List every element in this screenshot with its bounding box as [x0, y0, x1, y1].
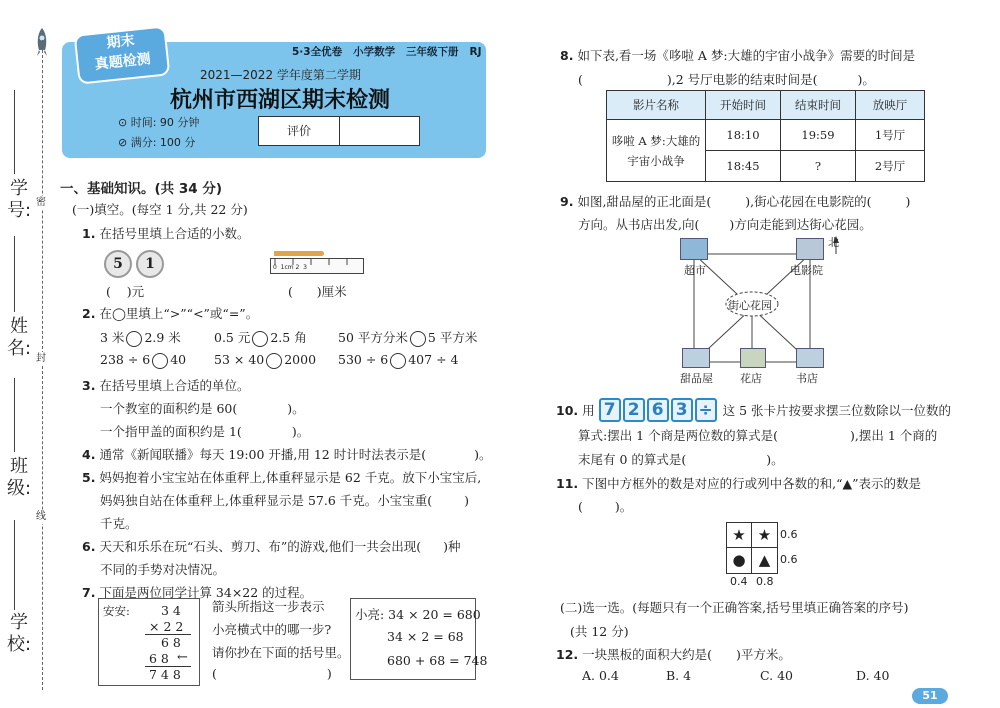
q1: [82, 224, 249, 242]
dash-mark-xian: 线: [36, 511, 46, 522]
cinema-icon: [796, 238, 824, 260]
class-label: 班级:: [6, 456, 32, 499]
series-name: 5·3全优卷: [292, 46, 343, 58]
q5-line-3: 千克。: [100, 516, 138, 531]
q2-expr: 3 米: [100, 330, 125, 345]
q9-line-2: [578, 215, 872, 233]
circle-icon: ●: [727, 548, 752, 573]
compare-circle[interactable]: [126, 331, 142, 347]
badge-line-2: 真题检测: [94, 51, 152, 73]
q4: [82, 445, 492, 463]
arrow-left-icon: ←: [177, 650, 188, 665]
compare-circle[interactable]: [266, 353, 282, 369]
q1-text: 在括号里填上合适的小数。: [99, 226, 250, 241]
q7-text: 下面是两位同学计算 34×22 的过程。: [99, 585, 313, 600]
grade: 三年级下册: [406, 46, 459, 58]
q11-line-1: 下图中方框外的数是对应的行或列中各数的和,“▲”表示的数是: [582, 476, 922, 491]
q8-line-1: 如下表,看一场《哆啦 A 梦:大雄的宇宙小战争》需要的时间是: [577, 48, 916, 63]
section-1-title: 一、基础知识。(共 34 分): [60, 181, 223, 197]
xiaoliang-calc-box: [350, 598, 488, 680]
subject: 小学数学: [353, 46, 396, 58]
number-card: 2: [623, 398, 645, 422]
q2-row-2: [100, 352, 186, 369]
subsection-2-title: (二)选一选。(每题只有一个正确答案,括号里填正确答案的序号): [560, 600, 909, 615]
table-cell: 18:45: [706, 151, 781, 182]
q3-line-1-text: 一个教室的面积约是 60(: [100, 401, 238, 416]
q2-row-2b: [214, 352, 316, 369]
q10-line-2: [578, 426, 937, 444]
calc-row: 7 4 8: [149, 667, 181, 682]
q7-desc-3: 请你抄在下面的括号里。: [212, 645, 350, 660]
supermarket-label: 超市: [684, 264, 706, 277]
q3-end-2: )。: [291, 424, 310, 439]
north-label: 北: [828, 236, 839, 249]
q3: [82, 376, 249, 394]
compare-circle[interactable]: [252, 331, 268, 347]
q3-number: 3.: [82, 378, 96, 393]
q3-line-1: [100, 399, 305, 417]
q2-text: 在◯里填上“>”“<”或“=”。: [99, 306, 259, 321]
compare-circle[interactable]: [152, 353, 168, 369]
pencil-icon: [274, 251, 324, 256]
exam-time-text: 时间: 90 分钟: [130, 116, 200, 129]
q2-expr: 2.5 角: [270, 330, 307, 345]
q10: [556, 398, 951, 422]
q8-line-2: [578, 70, 875, 88]
q4-text: 通常《新闻联播》每天 19:00 开播,用 12 时计时法表示是(: [99, 447, 427, 462]
school-label: 学校:: [6, 612, 32, 655]
q3-text: 在括号里填上合适的单位。: [99, 378, 250, 393]
q10-line-3: [578, 450, 784, 468]
table-header: 结束时间: [781, 91, 856, 120]
q5-end: ): [464, 493, 470, 508]
anan-label: 安安:: [103, 604, 130, 618]
cinema-label: 电影院: [790, 264, 823, 277]
q12-option-d[interactable]: D. 40: [856, 668, 890, 683]
q5-line-2: [100, 491, 469, 509]
q2-expr: 530 ÷ 6: [338, 352, 389, 367]
name-line: [14, 236, 15, 312]
q8-paren: (: [578, 72, 583, 87]
q2-expr: 0.5 元: [214, 330, 251, 345]
table-header: 影片名称: [607, 91, 706, 120]
q10-number: 10.: [556, 403, 579, 418]
symbol-grid: [726, 522, 778, 574]
q2-number: 2.: [82, 306, 96, 321]
series-info: [292, 44, 482, 59]
q11-number: 11.: [556, 476, 579, 491]
star-icon: ★: [727, 523, 752, 548]
star-icon: ★: [752, 523, 777, 548]
bookstore-icon: [796, 348, 824, 368]
q2-row-1c: [338, 328, 477, 347]
xiaoliang-row: 小亮: 34 × 20 = 680: [355, 607, 481, 622]
number-card: 7: [599, 398, 621, 422]
q3-line-2-text: 一个指甲盖的面积约是 1(: [100, 424, 242, 439]
q9-line-1a: 如图,甜品屋的正北面是(: [577, 194, 712, 209]
student-id-label: 学号:: [6, 178, 32, 221]
table-cell: 2号厅: [856, 151, 925, 182]
q2-row-1b: [214, 328, 307, 347]
q4-number: 4.: [82, 447, 96, 462]
q11: [556, 474, 921, 492]
q10-pre: 用: [582, 403, 595, 418]
q8-line-2-end: )。: [857, 72, 875, 87]
q6: [82, 537, 460, 555]
q9-line-2a: 方向。从书店出发,向(: [578, 217, 700, 232]
q6-line-2: 不同的手势对决情况。: [100, 562, 226, 577]
dessert-label: 甜品屋: [680, 372, 713, 385]
table-header: 放映厅: [856, 91, 925, 120]
q11-paren: (: [578, 499, 583, 514]
exam-score: [118, 134, 195, 150]
q5-line-1: 妈妈抱着小宝宝站在体重秤上,体重秤显示是 62 千克。放下小宝宝后,: [99, 470, 482, 485]
q7-answer[interactable]: [212, 666, 332, 681]
q6-line-1: 天天和乐乐在玩“石头、剪刀、布”的游戏,他们一共会出现(: [99, 539, 422, 554]
movie-table: [606, 90, 925, 182]
film-name-line-2: 宇宙小战争: [627, 153, 685, 168]
table-header: 开始时间: [706, 91, 781, 120]
q11-end: )。: [614, 499, 633, 514]
ruler-ticks: 0 1cm 2 3: [273, 264, 307, 271]
flower-shop-icon: [740, 348, 766, 368]
q1-number: 1.: [82, 226, 96, 241]
q9-line-1b: ),街心花园在电影院的(: [745, 194, 872, 209]
q12-option-a[interactable]: A. 0.4: [582, 668, 619, 683]
bookstore-label: 书店: [796, 372, 818, 385]
q10-line-3b: )。: [766, 452, 784, 467]
name-label: 姓名:: [6, 316, 32, 359]
evaluation-box: [258, 116, 420, 146]
page-number: 51: [912, 688, 948, 704]
table-row: [607, 120, 925, 151]
town-map: [676, 234, 846, 386]
subsection-2-score: (共 12 分): [570, 624, 629, 639]
q12-text: 一块黑板的面积大约是(: [582, 647, 713, 662]
q7-desc-2: 小亮横式中的哪一步?: [212, 622, 332, 637]
q10-line-3a: 末尾有 0 的算式是(: [578, 452, 687, 467]
compare-circle[interactable]: [390, 353, 406, 369]
xiaoliang-row: 680 + 68 = 748: [387, 653, 488, 668]
exam-score-text: 满分: 100 分: [130, 136, 196, 149]
anan-calc-box: [98, 598, 200, 686]
q1-answer-2[interactable]: ( )厘米: [288, 284, 347, 299]
q7-paren-open: (: [212, 666, 217, 681]
q5-line-2-text: 妈妈独自站在体重秤上,体重秤显示是 57.6 千克。小宝宝重(: [100, 493, 433, 508]
q9: [560, 192, 910, 210]
q1-answer-1[interactable]: ( )元: [106, 284, 145, 299]
q2-row-1: [100, 328, 181, 347]
q2-expr: 2.9 米: [144, 330, 181, 345]
table-cell: ?: [781, 151, 856, 182]
dessert-shop-icon: [682, 348, 710, 368]
q2-expr: 50 平方分米: [338, 330, 408, 345]
garden-label: 街心花园: [728, 299, 772, 312]
q9-line-1c: ): [905, 194, 911, 209]
calc-row: 6 8: [149, 651, 169, 666]
calc-row: × 2 2: [149, 619, 184, 634]
evaluation-label: 评价: [259, 117, 340, 145]
page-title: 杭州市西湖区期末检测: [170, 88, 391, 113]
q6-end: )种: [443, 539, 461, 554]
ruler-icon: [270, 258, 364, 274]
table-cell: 19:59: [781, 120, 856, 151]
q5: [82, 468, 481, 486]
q7-desc-1: 箭头所指这一步表示: [212, 599, 325, 614]
q10-line-2a: 算式:摆出 1 个商是两位数的算式是(: [578, 428, 778, 443]
q2-expr: 2000: [284, 352, 317, 367]
edition: RJ: [469, 46, 482, 58]
xiaoliang-row: 34 × 2 = 68: [387, 629, 464, 644]
subsection-1-title: (一)填空。(每空 1 分,共 22 分): [72, 202, 248, 217]
col-sum: 0.8: [756, 575, 774, 588]
q12-option-c[interactable]: C. 40: [760, 668, 793, 683]
q5-number: 5.: [82, 470, 96, 485]
q1-unit-1: )元: [126, 284, 145, 299]
q2: [82, 304, 258, 322]
calc-row: 6 8: [161, 635, 181, 650]
row-sum: 0.6: [780, 553, 798, 566]
q12-number: 12.: [556, 647, 579, 662]
q11-line-2: [578, 497, 632, 515]
q9-line-2b: )方向走能到达街心花园。: [729, 217, 872, 232]
flower-label: 花店: [740, 372, 762, 385]
q1-unit-2: )厘米: [316, 284, 347, 299]
q12-end: )平方米。: [736, 647, 791, 662]
q2-expr: 407 ÷ 4: [408, 352, 459, 367]
q12-option-b[interactable]: B. 4: [666, 668, 692, 683]
compare-circle[interactable]: [410, 331, 426, 347]
q2-expr: 238 ÷ 6: [100, 352, 151, 367]
school-year: 2021—2022 学年度第二学期: [200, 68, 361, 82]
q7-paren-close: ): [326, 666, 332, 681]
table-cell: 1号厅: [856, 120, 925, 151]
school-line: [14, 520, 15, 610]
q8-number: 8.: [560, 48, 574, 63]
dash-mark-feng: 封: [36, 353, 46, 364]
table-cell: 18:10: [706, 120, 781, 151]
q7-number: 7.: [82, 585, 96, 600]
film-name-cell: [607, 120, 706, 182]
q10-line-2b: ),摆出 1 个商的: [850, 428, 938, 443]
evaluation-input[interactable]: [340, 117, 419, 145]
coin-5-icon: [104, 250, 132, 278]
divide-card: ÷: [695, 398, 717, 422]
check-icon: ⊘: [118, 136, 128, 149]
number-card: 6: [647, 398, 669, 422]
supermarket-icon: [680, 238, 708, 260]
calc-row: 3 4: [161, 603, 181, 618]
q9-number: 9.: [560, 194, 574, 209]
q3-end-1: )。: [287, 401, 305, 416]
dash-mark-mi: 密: [36, 197, 46, 208]
q10-post: 这 5 张卡片按要求摆三位数除以一位数的: [722, 403, 952, 418]
exam-badge: [74, 25, 171, 84]
student-id-line: [14, 90, 15, 174]
badge-line-1: 期末: [105, 32, 136, 52]
coin-5-value: 5: [113, 256, 123, 272]
q2-expr: 53 × 40: [214, 352, 265, 367]
table-header-row: [607, 91, 925, 120]
class-line: [14, 378, 15, 452]
q8-line-2-mid: ),2 号厅电影的结束时间是(: [666, 72, 818, 87]
q6-number: 6.: [82, 539, 96, 554]
q2-row-2c: [338, 352, 458, 369]
clock-icon: ⊙: [118, 116, 128, 129]
q8: [560, 46, 915, 64]
q2-expr: 40: [170, 352, 187, 367]
coin-1-icon: [136, 250, 164, 278]
number-card: 3: [671, 398, 693, 422]
col-sum: 0.4: [730, 575, 748, 588]
exam-time: [118, 114, 199, 130]
q4-end: )。: [474, 447, 492, 462]
film-name-line-1: 哆啦 A 梦:大雄的: [611, 133, 701, 148]
row-sum: 0.6: [780, 528, 798, 541]
triangle-icon: ▲: [758, 551, 771, 569]
q2-expr: 5 平方米: [427, 330, 478, 345]
q12: [556, 645, 791, 663]
q3-line-2: [100, 422, 309, 440]
coin-1-value: 1: [145, 256, 155, 272]
